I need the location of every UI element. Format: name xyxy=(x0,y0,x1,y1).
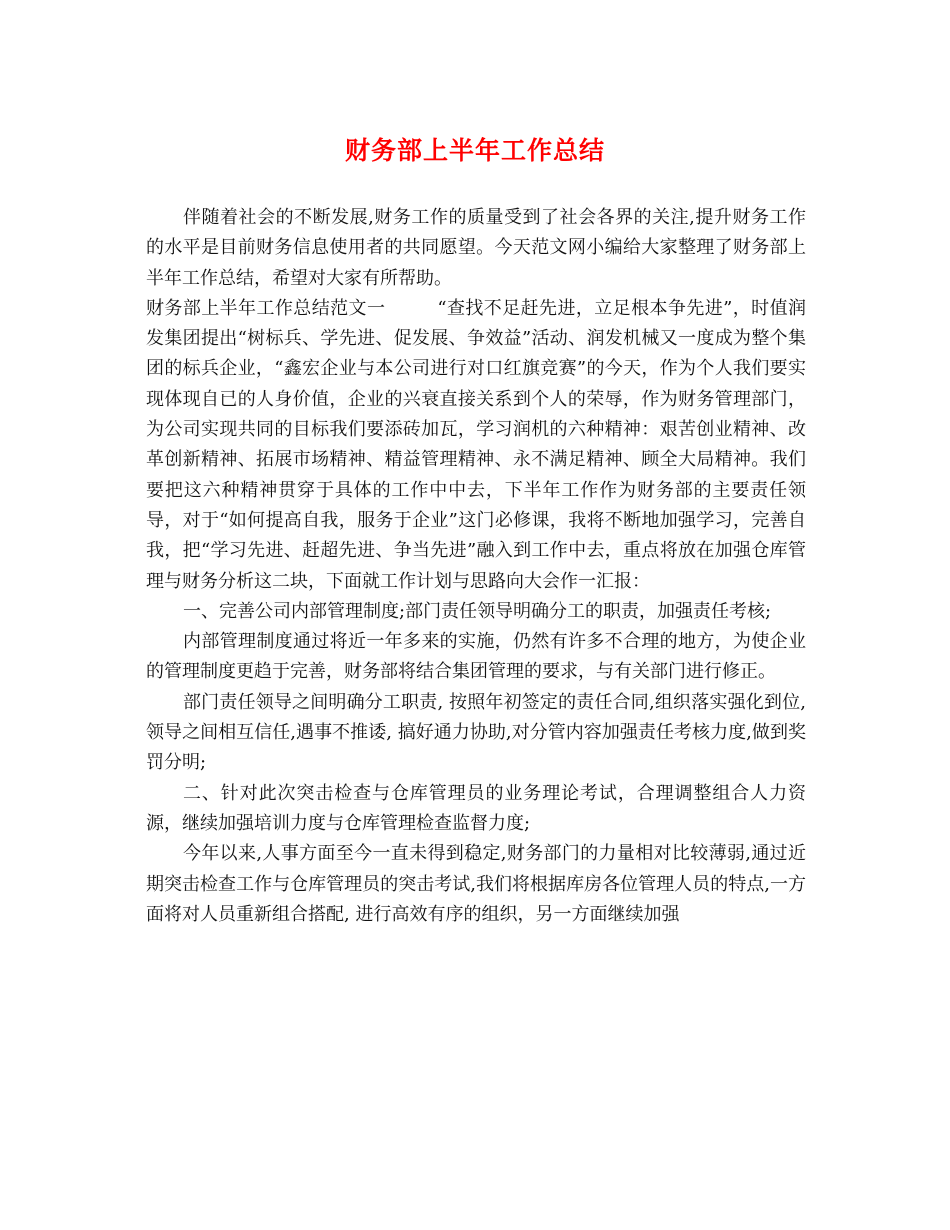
paragraph-point-2: 二、针对此次突击检查与仓库管理员的业务理论考试，合理调整组合人力资源，继续加强培训力度与仓库管理检查监督力度; xyxy=(146,782,806,834)
paragraph-point-1-a: 内部管理制度通过将近一年多来的实施，仍然有许多不合理的地方，为使企业的管理制度更趋于完善，财务部将结合集团管理的要求，与有关部门进行修正。 xyxy=(146,631,806,683)
sample-heading: 财务部上半年工作总结范文一 xyxy=(146,297,386,319)
document-title: 财务部上半年工作总结 xyxy=(344,136,605,165)
document-body xyxy=(146,203,806,930)
paragraph-point-1: 一、完善公司内部管理制度;部门责任领导明确分工的职责，加强责任考核; xyxy=(183,600,772,622)
paragraph-sample xyxy=(146,294,806,597)
paragraph-point-2-a: 今年以来,人事方面至今一直未得到稳定,财务部门的力量相对比较薄弱,通过近期突击检查工作与仓库管理员的突击考试,我们将根据库房各位管理人员的特点,一方面将对人员重新组合搭配, 进行高效有序的组织，另一方面继续加强 xyxy=(146,843,806,925)
paragraph-intro: 伴随着社会的不断发展,财务工作的质量受到了社会各界的关注,提升财务工作的水平是目前财务信息使用者的共同愿望。今天范文网小编给大家整理了财务部上半年工作总结，希望对大家有所帮助。 xyxy=(146,207,806,289)
sample-body: “查找不足赶先进，立足根本争先进”，时值润发集团提出“树标兵、学先进、促发展、争效益”活动、润发机械又一度成为整个集团的标兵企业，“鑫宏企业与本公司进行对口红旗竞赛”的今天，作为个人我们要实现体现自已的人身价值，企业的兴衰直接关系到个人的荣辱，作为财务管理部门，为公司实现共同的目标我们要添砖加瓦，学习润机的六种精神：艰苦创业精神、改革创新精神、拓展市场精神、精益管理精神、永不满足精神、顾全大局精神。我们要把这六种精神贯穿于具体的工作中中去，下半年工作作为财务部的主要责任领导，对于“如何提高自我，服务于企业”这门必修课，我将不断地加强学习，完善自我，把“学习先进、赶超先进、争当先进”融入到工作中去，重点将放在加强仓库管理与财务分析这二块，下面就工作计划与思路向大会作一汇报： xyxy=(146,297,807,592)
paragraph-point-1-b: 部门责任领导之间明确分工职责, 按照年初签定的责任合同,组织落实强化到位,领导之间相互信任,遇事不推诿, 搞好通力协助,对分管内容加强责任考核力度,做到奖罚分明; xyxy=(146,691,806,774)
